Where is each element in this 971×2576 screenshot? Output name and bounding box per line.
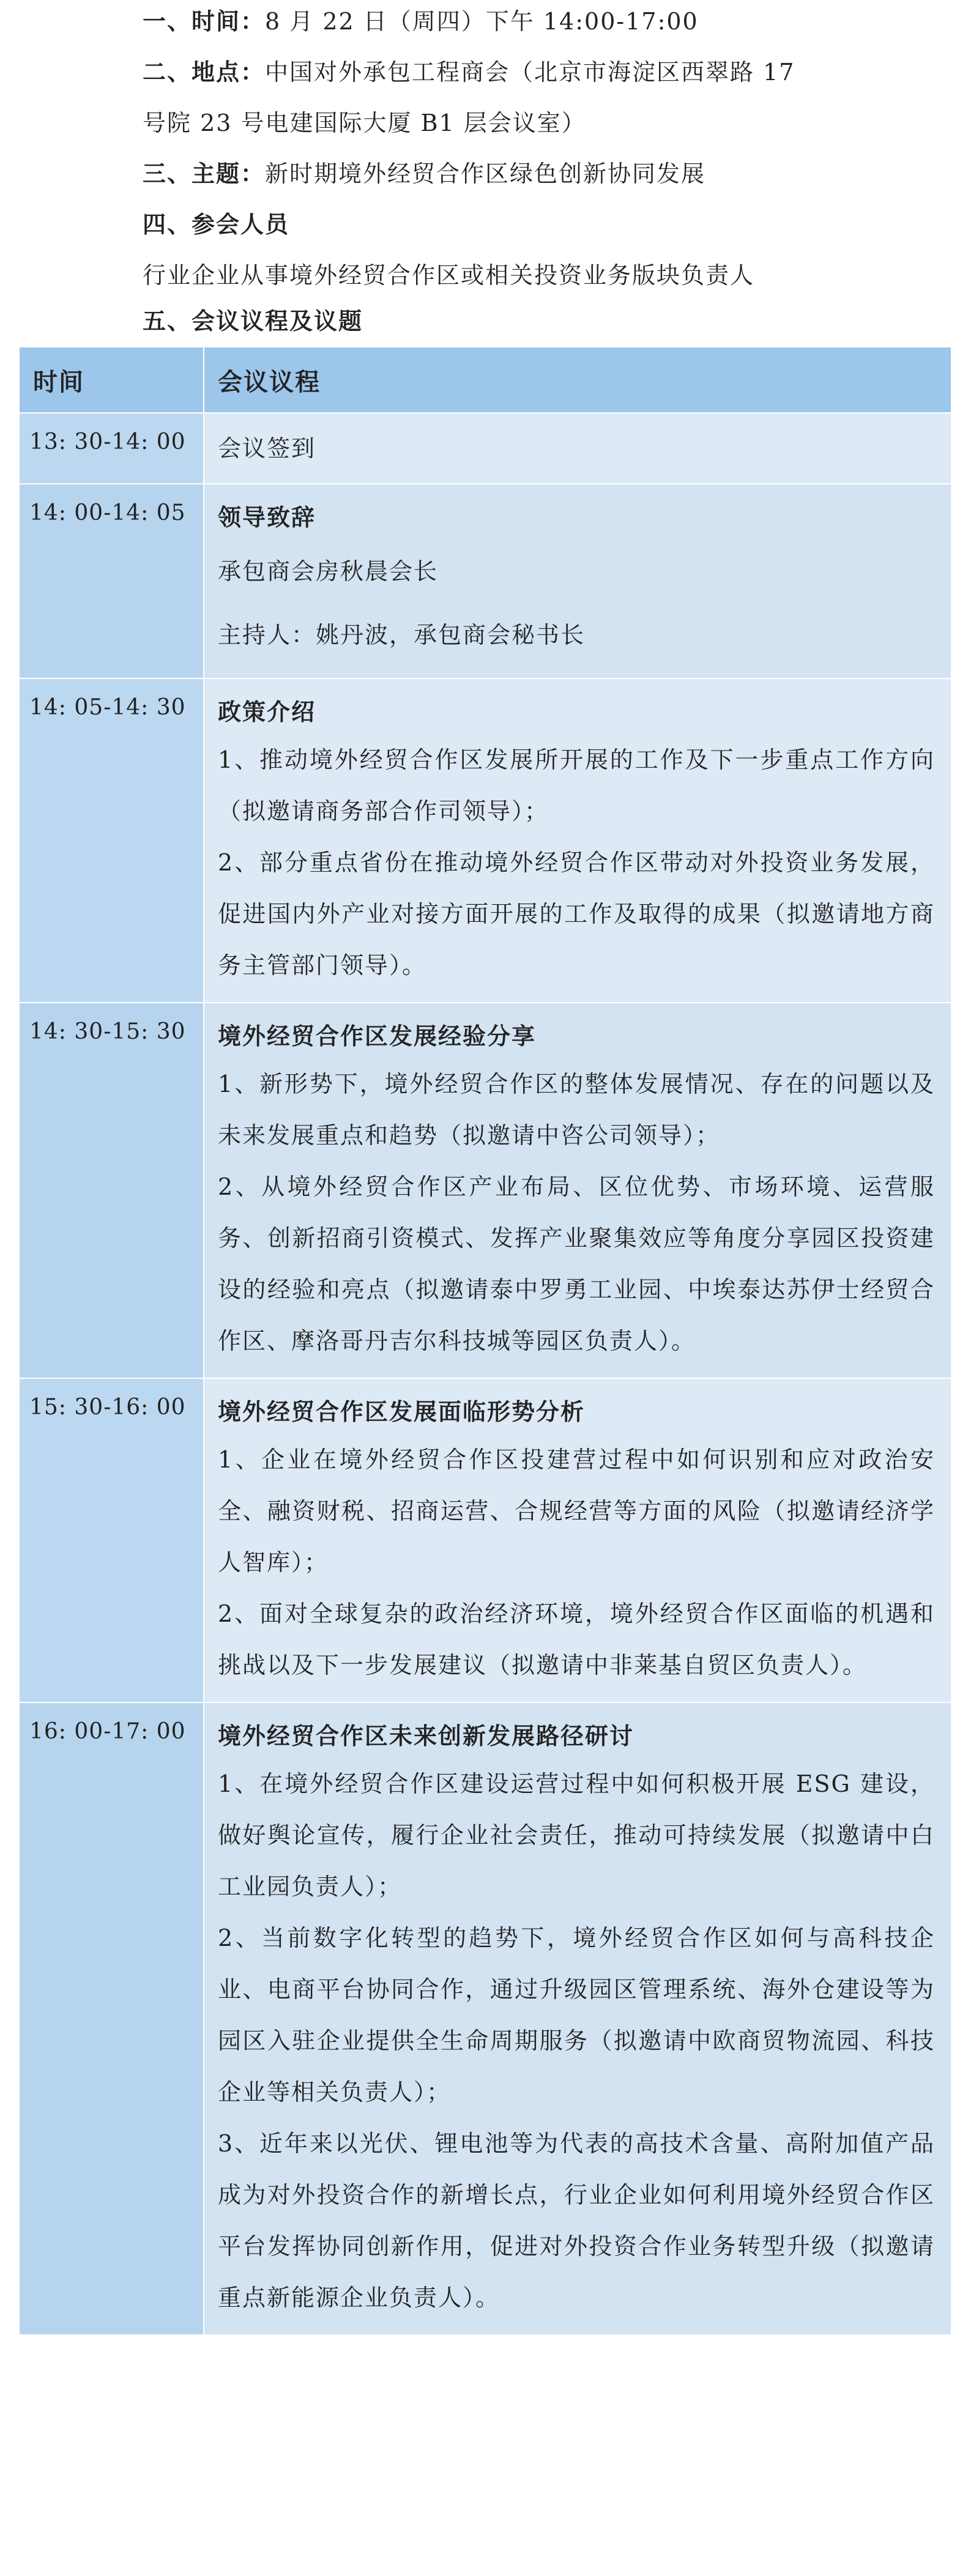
agenda-row-item: 2、从境外经贸合作区产业布局、区位优势、市场环境、运营服务、创新招商引资模式、发挥产业聚集效应等角度分享园区投资建设的经验和亮点（拟邀请泰中罗勇工业园、中埃泰达苏伊士经贸合作区、摩洛哥丹吉尔科技城等园区负责人）。	[218, 1173, 935, 1354]
agenda-row-body	[204, 1378, 951, 1702]
header-time: 时间	[19, 347, 204, 413]
agenda-row-line: 承包商会房秋晨会长	[218, 558, 439, 585]
agenda-row-title: 境外经贸合作区未来创新发展路径研讨	[218, 1722, 634, 1750]
agenda-row-title: 领导致辞	[218, 503, 316, 531]
agenda-row	[19, 1702, 951, 2335]
agenda-row-body	[204, 678, 951, 1003]
agenda-row	[19, 1003, 951, 1378]
meeting-venue-value: 中国对外承包工程商会（北京市海淀区西翠路 17	[265, 59, 795, 86]
meeting-theme-value: 新时期境外经贸合作区绿色创新协同发展	[265, 160, 706, 187]
agenda-row-body	[204, 413, 951, 484]
agenda-row-time: 16: 00-17: 00	[19, 1702, 204, 2335]
meeting-venue-continued: 号院 23 号电建国际大厦 B1 层会议室）	[143, 109, 586, 136]
agenda-row-item: 2、面对全球复杂的政治经济环境，境外经贸合作区面临的机遇和挑战以及下一步发展建议（拟邀请中非莱基自贸区负责人）。	[218, 1600, 935, 1679]
agenda-row-time: 14: 30-15: 30	[19, 1003, 204, 1378]
meeting-time-value: 8 月 22 日（周四）下午 14:00-17:00	[265, 8, 699, 35]
agenda-row-item: 2、当前数字化转型的趋势下，境外经贸合作区如何与高科技企业、电商平台协同合作，通过升级园区管理系统、海外仓建设等为园区入驻企业提供全生命周期服务（拟邀请中欧商贸物流园、科技企业等相关负责人）；	[218, 1925, 935, 2106]
meeting-theme-label: 三、主题：	[143, 160, 266, 187]
agenda-row-body	[204, 1702, 951, 2335]
meeting-venue	[143, 57, 795, 87]
agenda-row	[19, 678, 951, 1003]
agenda-row-item: 2、部分重点省份在推动境外经贸合作区带动对外投资业务发展，促进国内外产业对接方面开展的工作及取得的成果（拟邀请地方商务主管部门领导）。	[218, 849, 935, 979]
agenda-row	[19, 1378, 951, 1702]
agenda-row-body	[204, 484, 951, 678]
agenda-row-item: 1、新形势下，境外经贸合作区的整体发展情况、存在的问题以及未来发展重点和趋势（拟邀请中咨公司领导）；	[218, 1071, 935, 1149]
agenda-row-title: 境外经贸合作区发展经验分享	[218, 1022, 537, 1050]
agenda-header-row	[19, 347, 951, 413]
agenda-row-body	[204, 1003, 951, 1378]
agenda-row-item: 1、推动境外经贸合作区发展所开展的工作及下一步重点工作方向（拟邀请商务部合作司领导）；	[218, 746, 935, 825]
agenda-row-item: 3、近年来以光伏、锂电池等为代表的高技术含量、高附加值产品成为对外投资合作的新增长点，行业企业如何利用境外经贸合作区平台发挥协同创新作用，促进对外投资合作业务转型升级（拟邀请重点新能源企业负责人）。	[218, 2130, 935, 2311]
header-agenda: 会议议程	[204, 347, 951, 413]
agenda-row-title: 境外经贸合作区发展面临形势分析	[218, 1398, 586, 1425]
agenda-row-line: 主持人：姚丹波，承包商会秘书长	[218, 622, 586, 648]
agenda-table	[18, 346, 952, 2336]
agenda-row	[19, 413, 951, 484]
attendees-text: 行业企业从事境外经贸合作区或相关投资业务版块负责人	[143, 262, 755, 289]
agenda-row-text: 会议签到	[218, 435, 316, 462]
meeting-venue-label: 二、地点：	[143, 58, 266, 86]
agenda-row	[19, 484, 951, 678]
agenda-row-item: 1、在境外经贸合作区建设运营过程中如何积极开展 ESG 建设，做好舆论宣传，履行企业社会责任，推动可持续发展（拟邀请中白工业园负责人）；	[218, 1770, 935, 1900]
agenda-row-time: 13: 30-14: 00	[19, 413, 204, 484]
agenda-row-time: 14: 00-14: 05	[19, 484, 204, 678]
attendees-heading: 四、参会人员	[143, 210, 290, 238]
meeting-theme	[143, 158, 705, 189]
meeting-time-label: 一、时间：	[143, 7, 266, 35]
agenda-row-time: 14: 05-14: 30	[19, 678, 204, 1003]
agenda-row-item: 1、企业在境外经贸合作区投建营过程中如何识别和应对政治安全、融资财税、招商运营、合规经营等方面的风险（拟邀请经济学人智库）；	[218, 1446, 935, 1576]
meeting-time	[143, 6, 699, 37]
agenda-row-title: 政策介绍	[218, 698, 316, 726]
agenda-row-time: 15: 30-16: 00	[19, 1378, 204, 1702]
agenda-heading: 五、会议议程及议题	[143, 307, 363, 335]
